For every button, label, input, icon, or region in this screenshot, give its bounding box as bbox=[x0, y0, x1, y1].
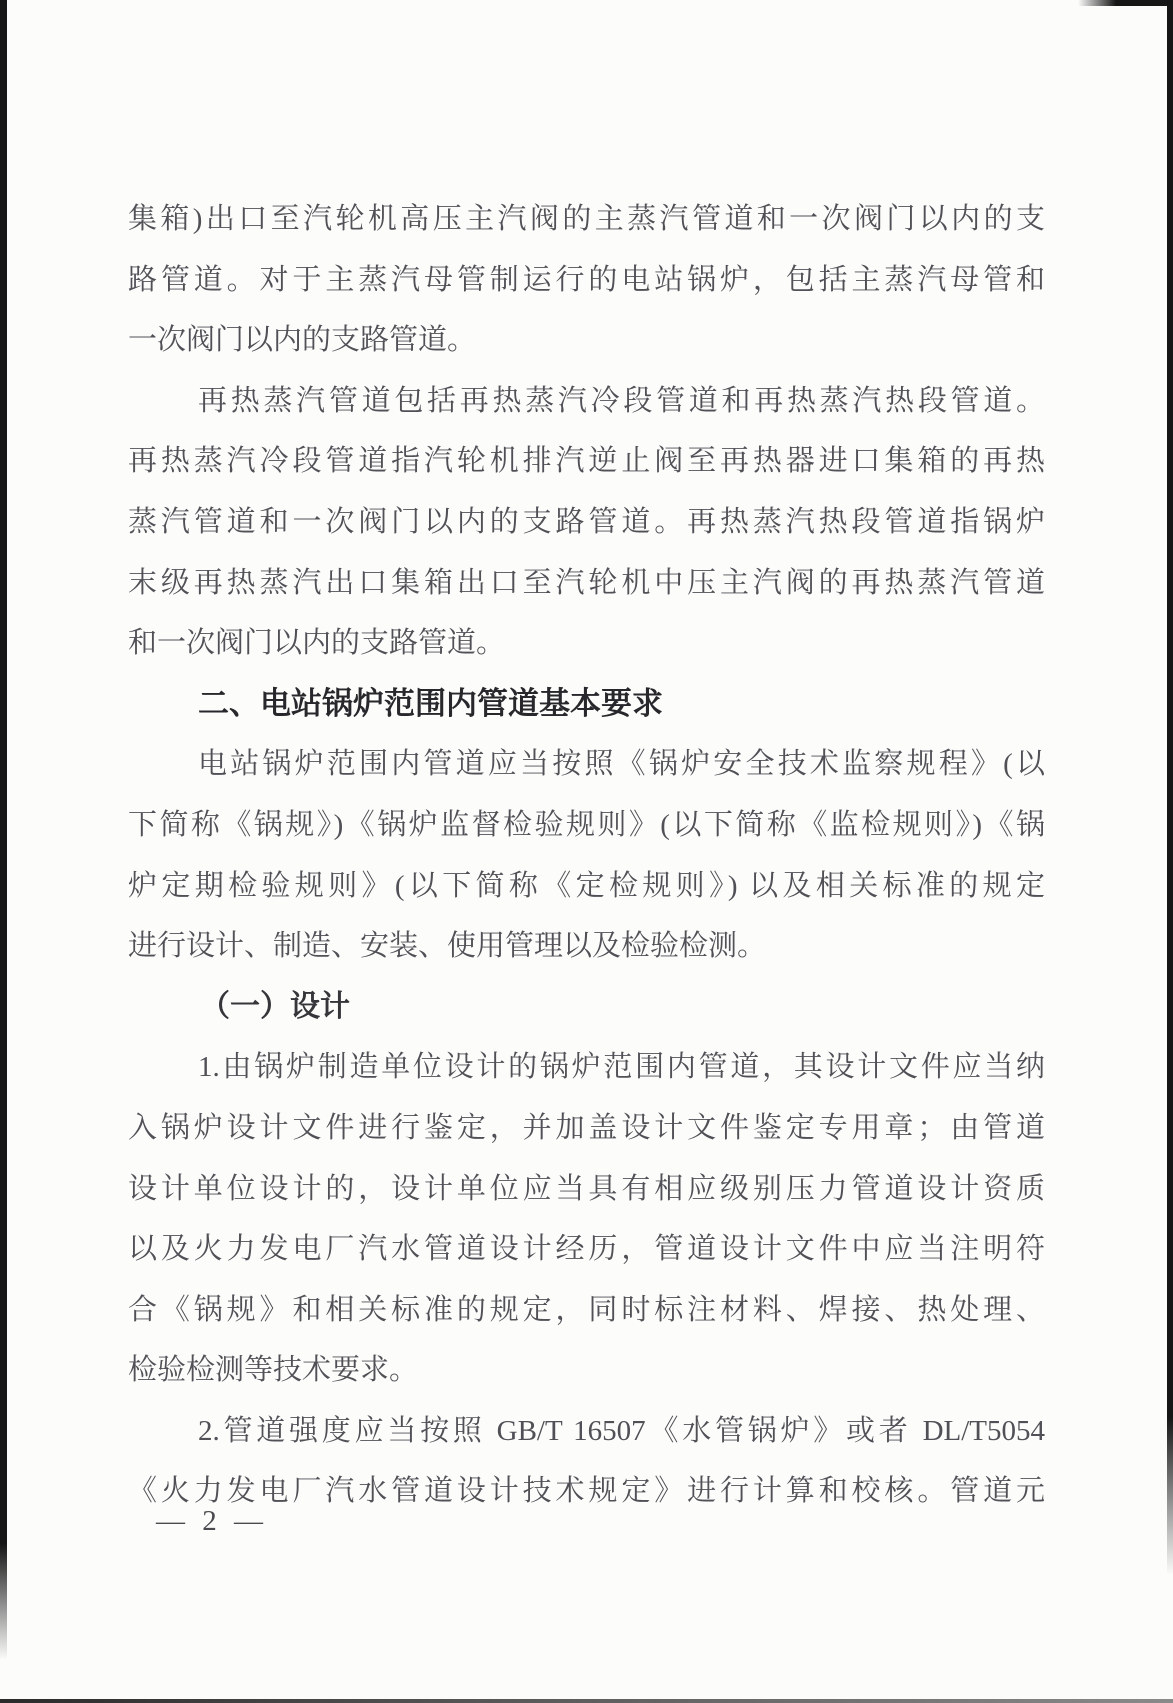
text-line: 和一次阀门以内的支路管道。 bbox=[128, 627, 506, 660]
text-line: 再热蒸汽冷段管道指汽轮机排汽逆止阀至再热器进口集箱的再热 bbox=[128, 445, 1045, 478]
text-line: 蒸汽管道和一次阀门以内的支路管道。再热蒸汽热段管道指锅炉 bbox=[128, 505, 1045, 538]
text-line: 下简称《锅规》)《锅炉监督检验规则》(以下简称《监检规则》)《锅 bbox=[128, 808, 1045, 841]
text-line: 《火力发电厂汽水管道设计技术规定》进行计算和校核。管道元 bbox=[128, 1475, 1045, 1508]
text-line: 电站锅炉范围内管道应当按照《锅炉安全技术监察规程》(以 bbox=[198, 748, 1045, 781]
section-heading: 二、电站锅炉范围内管道基本要求 bbox=[198, 685, 663, 721]
text-line: 再热蒸汽管道包括再热蒸汽冷段管道和再热蒸汽热段管道。 bbox=[198, 384, 1045, 417]
text-line: 合《锅规》和相关标准的规定，同时标注材料、焊接、热处理、 bbox=[128, 1293, 1045, 1326]
scan-border-right bbox=[1167, 0, 1173, 1575]
scan-border-top-right bbox=[1078, 0, 1173, 6]
text-line: 路管道。对于主蒸汽母管制运行的电站锅炉，包括主蒸汽母管和 bbox=[128, 263, 1045, 296]
text-line: 末级再热蒸汽出口集箱出口至汽轮机中压主汽阀的再热蒸汽管道 bbox=[128, 566, 1045, 599]
text-block bbox=[128, 189, 1045, 1522]
page-number: — 2 — bbox=[156, 1505, 268, 1537]
text-line: 以及火力发电厂汽水管道设计经历，管道设计文件中应当注明符 bbox=[128, 1233, 1045, 1266]
sub-heading: （一）设计 bbox=[200, 989, 350, 1023]
text-line: 1.由锅炉制造单位设计的锅炉范围内管道，其设计文件应当纳 bbox=[198, 1051, 1045, 1084]
text-line: 设计单位设计的，设计单位应当具有相应级别压力管道设计资质 bbox=[128, 1172, 1045, 1205]
text-line: 进行设计、制造、安装、使用管理以及检验检测。 bbox=[128, 930, 767, 963]
scan-border-left bbox=[0, 0, 7, 1660]
scan-border-bottom bbox=[0, 1699, 1173, 1703]
text-line: 检验检测等技术要求。 bbox=[128, 1354, 419, 1387]
text-line: 2.管道强度应当按照 GB/T 16507《水管锅炉》或者 DL/T5054 bbox=[198, 1414, 1045, 1447]
text-line: 炉定期检验规则》(以下简称《定检规则》) 以及相关标准的规定 bbox=[128, 869, 1045, 902]
text-line: 入锅炉设计文件进行鉴定，并加盖设计文件鉴定专用章；由管道 bbox=[128, 1111, 1045, 1144]
text-line: 集箱)出口至汽轮机高压主汽阀的主蒸汽管道和一次阀门以内的支 bbox=[128, 203, 1045, 235]
text-line: 一次阀门以内的支路管道。 bbox=[128, 324, 477, 357]
